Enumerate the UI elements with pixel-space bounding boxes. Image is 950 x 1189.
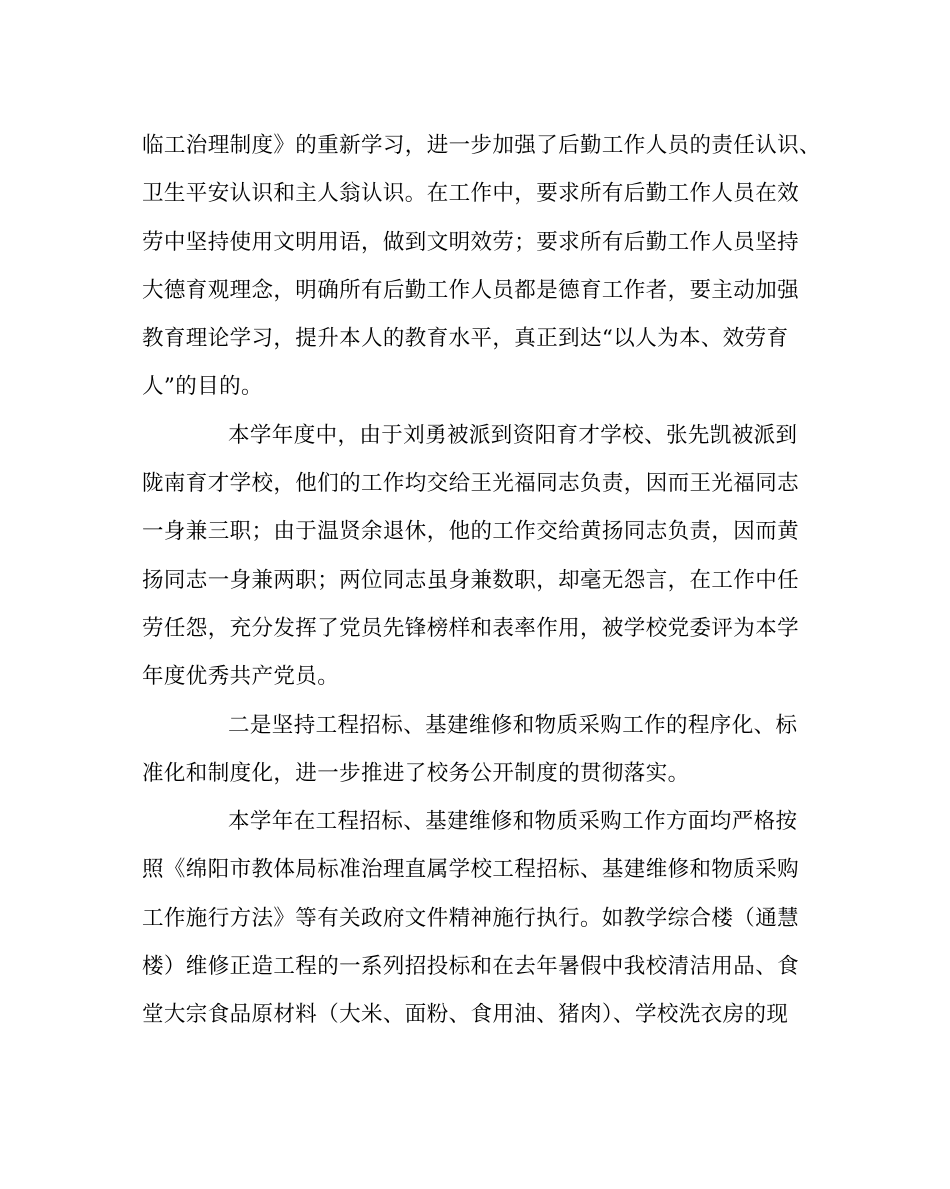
text-line: 劳中坚持使用文明用语，做到文明效劳；要求所有后勤工作人员坚持: [142, 229, 800, 255]
paragraph-first-line: 二是坚持工程招标、基建维修和物质采购工作的程序化、标: [228, 712, 798, 738]
text-line: 临工治理制度》的重新学习，进一步加强了后勤工作人员的责任认识、: [142, 133, 821, 158]
text-line: 一身兼三职；由于温贤余退休，他的工作交给黄扬同志负责，因而黄: [142, 519, 800, 545]
text-line: 陇南育才学校，他们的工作均交给王光福同志负责，因而王光福同志: [142, 471, 800, 497]
text-line: 扬同志一身兼两职；两位同志虽身兼数职，却毫无怨言，在工作中任: [142, 567, 800, 593]
text-line: 准化和制度化，进一步推进了校务公开制度的贯彻落实。: [142, 760, 690, 786]
text-line: 人”的目的。: [142, 374, 263, 400]
text-line: 工作施行方法》等有关政府文件精神施行执行。如教学综合楼（通慧: [142, 905, 800, 931]
text-line: 劳任怨，充分发挥了党员先锋榜样和表率作用，被学校党委评为本学: [142, 615, 800, 641]
body-text: [142, 122, 821, 1040]
text-line: 楼）维修正造工程的一系列招投标和在去年暑假中我校清洁用品、食: [142, 954, 800, 980]
text-line: 照《绵阳市教体局标准治理直属学校工程招标、基建维修和物质采购: [142, 857, 800, 883]
text-line: 卫生平安认识和主人翁认识。在工作中，要求所有后勤工作人员在效: [142, 181, 800, 207]
text-line: 堂大宗食品原材料（大米、面粉、食用油、猪肉）、学校洗衣房的现: [142, 1002, 789, 1028]
text-line: 大德育观理念，明确所有后勤工作人员都是德育工作者，要主动加强: [142, 277, 800, 303]
paragraph-first-line: 本学年在工程招标、基建维修和物质采购工作方面均严格按: [228, 809, 798, 835]
text-line: 教育理论学习，提升本人的教育水平，真正到达“以人为本、效劳育: [142, 326, 789, 352]
text-line: 年度优秀共产党员。: [142, 664, 340, 690]
paragraph-first-line: 本学年度中，由于刘勇被派到资阳育才学校、张先凯被派到: [228, 422, 798, 448]
